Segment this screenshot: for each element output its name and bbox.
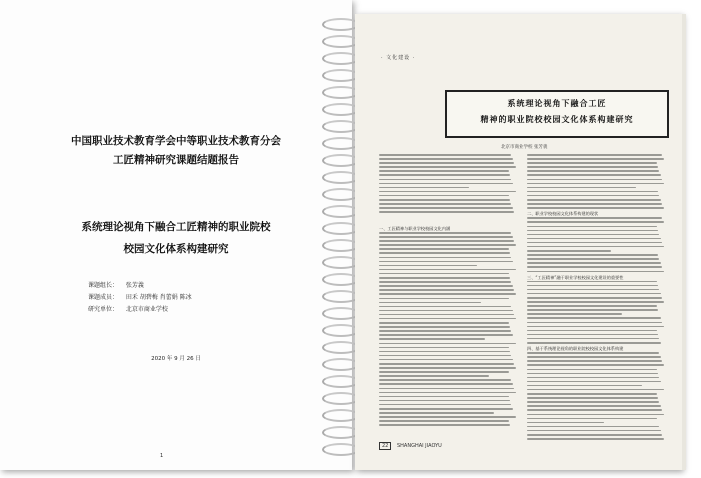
text-line <box>379 420 509 422</box>
text-line <box>379 257 511 259</box>
text-line <box>527 162 657 164</box>
text-line <box>379 412 494 414</box>
text-line <box>527 195 659 197</box>
text-line <box>379 244 516 246</box>
text-line <box>379 285 513 287</box>
text-line <box>527 301 664 303</box>
text-line <box>527 154 662 156</box>
text-line <box>527 271 664 273</box>
left-column <box>379 226 517 429</box>
text-line <box>527 385 642 387</box>
text-line <box>527 360 662 362</box>
section-heading: 四、基于系统理论视角的职业院校校园文化体系构建 <box>527 346 624 352</box>
text-line <box>379 408 513 410</box>
org-title: 中国职业技术教育学会中等职业技术教育分会 <box>71 135 281 147</box>
paper-edge <box>682 14 686 470</box>
text-line <box>379 400 510 402</box>
text-line <box>379 383 513 385</box>
text-line <box>379 302 481 304</box>
text-line <box>527 217 662 219</box>
text-line <box>527 262 661 264</box>
text-line <box>379 162 514 164</box>
article-footer <box>379 442 442 450</box>
text-line <box>527 409 662 411</box>
text-line <box>379 211 514 213</box>
text-line <box>527 322 662 324</box>
text-line <box>527 418 657 420</box>
subject-title-line2: 校园文化体系构建研究 <box>123 243 229 255</box>
text-line <box>527 293 661 295</box>
text-line <box>379 248 509 250</box>
text-line <box>527 338 659 340</box>
text-line <box>527 317 661 319</box>
text-line <box>527 242 662 244</box>
subject-title <box>22 216 330 260</box>
text-line <box>379 388 514 390</box>
text-line <box>379 269 516 271</box>
text-line <box>527 238 661 240</box>
text-line <box>379 306 511 308</box>
text-line <box>379 261 513 263</box>
text-line <box>527 281 657 283</box>
text-line <box>527 422 604 424</box>
text-line <box>527 405 661 407</box>
report-cover-page <box>0 0 352 470</box>
text-line <box>527 305 657 307</box>
text-line <box>379 392 516 394</box>
text-line <box>527 426 659 428</box>
text-line <box>527 191 658 193</box>
cover-page-number: 1 <box>160 453 164 459</box>
right-column-text-b <box>527 217 665 272</box>
text-line <box>379 343 516 345</box>
text-line <box>527 297 662 299</box>
text-line <box>527 174 661 176</box>
section-heading: 二、职业学校校园文化体系构建的现状 <box>527 211 599 217</box>
text-line <box>527 373 658 375</box>
text-line <box>379 293 516 295</box>
text-line <box>527 183 664 185</box>
text-line <box>527 342 661 344</box>
text-line <box>379 170 509 172</box>
text-line <box>527 326 664 328</box>
footer-journal-name: SHANGHAI JIAOYU <box>396 443 442 449</box>
text-line <box>379 347 509 349</box>
text-line <box>527 309 658 311</box>
section-heading: 一、工匠精神与职业学校校园文化内涵 <box>379 226 451 231</box>
article-title-line1: 系统理论视角下融合工匠 <box>507 99 607 108</box>
text-line <box>527 266 662 268</box>
text-line <box>527 334 658 336</box>
text-line <box>379 154 511 156</box>
text-line <box>379 359 513 361</box>
subject-title-line1: 系统理论视角下融合工匠精神的职业院校 <box>81 221 271 233</box>
text-line <box>527 381 661 383</box>
text-line <box>379 371 509 373</box>
text-line <box>527 356 661 358</box>
text-line <box>379 207 513 209</box>
meta-value: 张芳義 <box>125 282 144 289</box>
text-line <box>379 396 509 398</box>
text-line <box>379 289 514 291</box>
article-page <box>355 14 682 470</box>
text-line <box>527 203 662 205</box>
meta-value: 田禾 胡碧梅 肖蕾娟 陈冰 <box>125 294 192 301</box>
text-line <box>379 195 509 197</box>
text-line <box>527 158 664 160</box>
text-line <box>527 179 662 181</box>
text-line <box>379 166 516 168</box>
right-column-text-c <box>527 281 665 344</box>
text-line <box>379 310 513 312</box>
text-line <box>379 314 514 316</box>
text-line <box>527 207 664 209</box>
text-line <box>527 352 659 354</box>
text-line <box>379 379 511 381</box>
text-line <box>379 404 511 406</box>
text-line <box>379 416 516 418</box>
text-line <box>379 236 513 238</box>
column-tag: · 文化建设 · <box>381 55 416 61</box>
text-line <box>527 166 658 168</box>
text-line <box>527 246 664 248</box>
meta-label: 课题成员： <box>88 294 119 301</box>
text-line <box>379 240 514 242</box>
text-line <box>527 199 661 201</box>
left-column-text <box>379 232 517 426</box>
text-line <box>379 191 516 193</box>
text-line <box>527 401 659 403</box>
report-heading <box>12 132 340 170</box>
report-title: 工匠精神研究课题结题报告 <box>113 154 239 166</box>
text-line <box>527 313 622 315</box>
text-line <box>379 363 514 365</box>
right-column-text-d <box>527 352 665 439</box>
text-line <box>379 265 477 267</box>
text-line <box>527 393 657 395</box>
text-line <box>379 158 513 160</box>
meta-label: 研究单位： <box>88 306 119 313</box>
meta-label: 课题组长： <box>88 282 119 289</box>
text-line <box>379 187 469 189</box>
text-line <box>379 367 516 369</box>
text-line <box>527 170 659 172</box>
text-line <box>379 318 516 320</box>
text-line <box>379 179 511 181</box>
text-line <box>527 414 664 416</box>
article-title-box <box>445 90 669 138</box>
abstract-text <box>379 154 517 215</box>
text-line <box>379 252 510 254</box>
text-line <box>379 375 489 377</box>
text-line <box>527 226 657 228</box>
text-line <box>379 199 510 201</box>
text-line <box>527 289 659 291</box>
text-line <box>379 281 511 283</box>
article-author: 北京市商业学校 张芳義 <box>501 145 548 150</box>
meta-value: 北京市商业学校 <box>125 306 168 313</box>
text-line <box>527 389 664 391</box>
section-heading: 三、“工匠精神”融于职业学校校园文化建设的重要性 <box>527 274 624 280</box>
text-line <box>527 397 658 399</box>
report-date: 2020 年 9 月 26 日 <box>151 356 201 362</box>
text-line <box>527 285 658 287</box>
text-line <box>379 351 510 353</box>
text-line <box>527 434 662 436</box>
text-line <box>379 183 513 185</box>
text-line <box>527 234 659 236</box>
text-line <box>527 369 657 371</box>
text-line <box>527 377 659 379</box>
article-title-line2: 精神的职业院校校园文化体系构建研究 <box>480 115 634 124</box>
text-line <box>379 322 509 324</box>
text-line <box>527 187 636 189</box>
right-column <box>527 154 665 442</box>
text-line <box>527 230 658 232</box>
text-line <box>379 277 510 279</box>
text-line <box>527 250 611 252</box>
text-line <box>379 355 511 357</box>
text-line <box>379 273 509 275</box>
text-line <box>527 438 664 440</box>
text-line <box>527 364 664 366</box>
text-line <box>527 330 657 332</box>
text-line <box>379 330 511 332</box>
text-line <box>379 203 511 205</box>
right-column-text-a <box>527 154 665 209</box>
text-line <box>379 424 510 426</box>
text-line <box>379 298 509 300</box>
text-line <box>527 221 664 223</box>
report-meta <box>88 280 192 316</box>
footer-page-number: 22 <box>379 442 391 450</box>
meta-row-members <box>88 292 192 304</box>
meta-row-leader <box>88 280 192 292</box>
text-line <box>379 326 510 328</box>
text-line <box>379 174 510 176</box>
text-line <box>527 430 661 432</box>
text-line <box>379 334 513 336</box>
text-line <box>379 338 485 340</box>
text-line <box>527 254 658 256</box>
text-line <box>379 232 511 234</box>
meta-row-unit <box>88 304 192 316</box>
text-line <box>527 258 659 260</box>
